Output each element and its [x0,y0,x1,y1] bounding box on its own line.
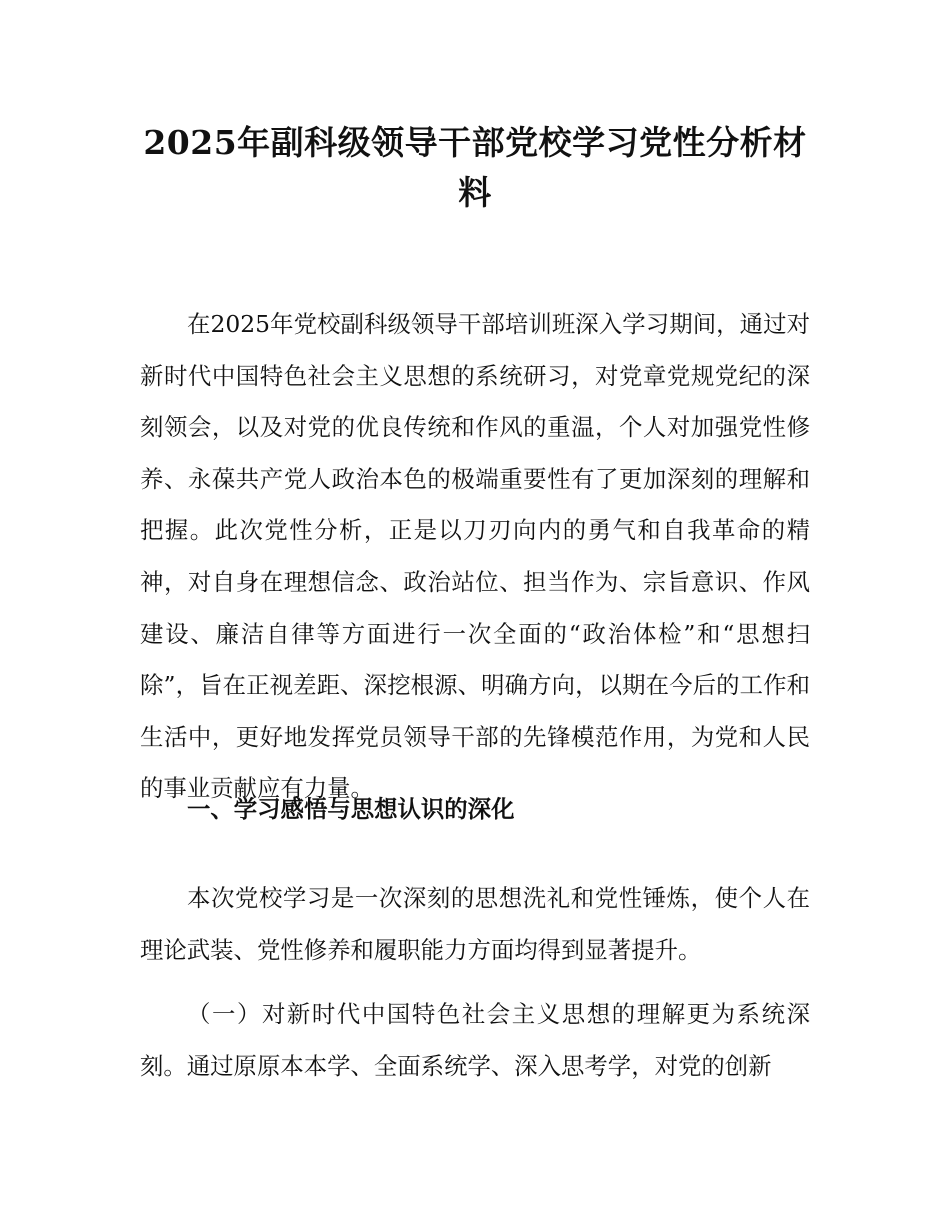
subsection-paragraph: （一）对新时代中国特色社会主义思想的理解更为系统深刻。通过原原本本学、全面系统学、深入思考学，对党的创新 [140,1000,810,1080]
section-heading: 一、学习感悟与思想认识的深化 [187,795,515,823]
section-paragraph: 本次党校学习是一次深刻的思想洗礼和党性锤炼，使个人在理论武装、党性修养和履职能力方面均得到显著提升。 [140,884,810,964]
intro-paragraph: 在2025年党校副科级领导干部培训班深入学习期间，通过对新时代中国特色社会主义思想的系统研习，对党章党规党纪的深刻领会，以及对党的优良传统和作风的重温，个人对加强党性修养、永葆共产党人政治本色的极端重要性有了更加深刻的理解和把握。此次党性分析，正是以刀刃向内的勇气和自我革命的精神，对自身在理想信念、政治站位、担当作为、宗旨意识、作风建设、廉洁自律等方面进行一次全面的“政治体检”和“思想扫除”，旨在正视差距、深挖根源、明确方向，以期在今后的工作和生活中，更好地发挥党员领导干部的先锋模范作用，为党和人民的事业贡献应有力量。 [140,310,810,803]
document-title: 2025年副科级领导干部党校学习党性分析材料 [143,123,807,212]
